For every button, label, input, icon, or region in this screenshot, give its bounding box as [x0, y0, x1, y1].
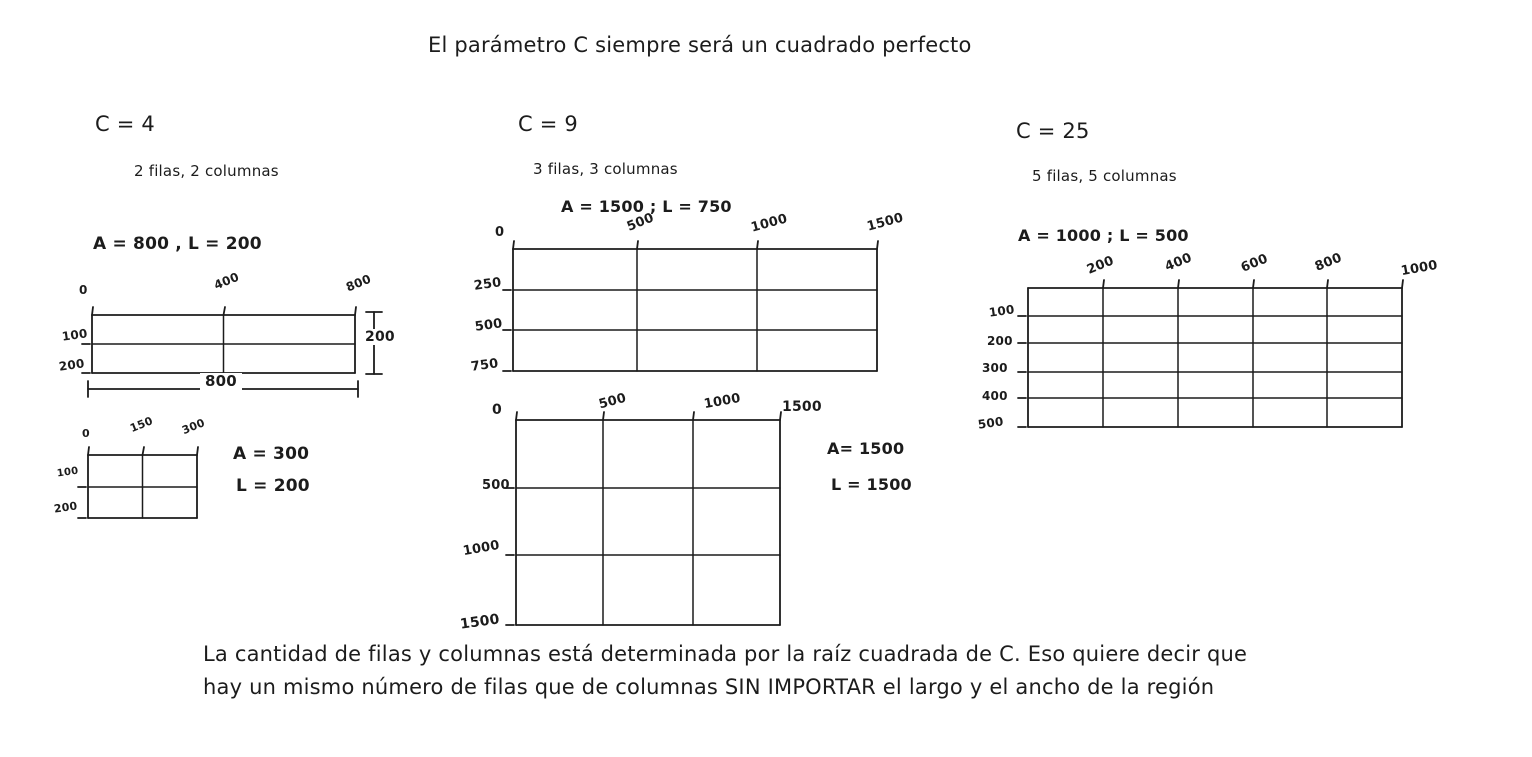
c4-g2-xtick-150: 150: [128, 414, 155, 435]
c9-g2-xtick-1000: 1000: [702, 390, 742, 413]
c25-ytick-100: 100: [988, 302, 1016, 320]
c4-height-dimension-label: 200: [360, 329, 400, 345]
c4-g1-xtick-400: 400: [211, 269, 242, 293]
c25-ytick-500: 500: [977, 414, 1005, 432]
caption-line-2: hay un mismo número de filas que de columnas SIN IMPORTAR el largo y el ancho de la región: [203, 675, 1215, 699]
c9-square-grid: [504, 408, 796, 640]
c9-g2-length-label: L = 1500: [831, 475, 912, 494]
c25-grid: [1016, 276, 1418, 441]
c25-xtick-1000: 1000: [1399, 257, 1439, 280]
c4-g2-area-label: A = 300: [233, 444, 310, 464]
c9-g1-xtick-0: 0: [495, 225, 505, 240]
c4-g1-ytick-100: 100: [61, 326, 89, 344]
c25-ytick-200: 200: [987, 334, 1013, 348]
c9-g1-xtick-1500: 1500: [865, 210, 906, 235]
c4-g2-xtick-300: 300: [180, 416, 207, 437]
c25-ytick-300: 300: [982, 361, 1008, 375]
c4-g1-xtick-0: 0: [79, 283, 88, 297]
caption-line-1: La cantidad de filas y columnas está determinada por la raíz cuadrada de C. Eso quiere decir que: [203, 642, 1248, 666]
c9-g1-ytick-500: 500: [473, 316, 504, 335]
c9-g1-ytick-250: 250: [472, 275, 503, 294]
c4-g2-xtick-0: 0: [82, 427, 90, 440]
c9-g2-xtick-500: 500: [597, 390, 628, 413]
c9-g2-ytick-1000: 1000: [461, 537, 501, 560]
c4-heading: C = 4: [95, 112, 155, 136]
c4-g2-ytick-200: 200: [53, 499, 79, 516]
c9-subheading: 3 filas, 3 columnas: [533, 160, 678, 178]
c9-heading: C = 9: [518, 112, 578, 136]
c9-g2-xtick-1500: 1500: [782, 399, 822, 415]
c25-xtick-200: 200: [1084, 253, 1117, 278]
c4-g2-length-label: L = 200: [236, 476, 310, 496]
c9-g2-area-label: A= 1500: [827, 439, 905, 458]
c4-small-grid: [76, 443, 216, 533]
c9-wide-grid: [501, 237, 893, 385]
diagram-title: El parámetro C siempre será un cuadrado perfecto: [428, 33, 972, 57]
c25-ytick-400: 400: [982, 389, 1008, 403]
c25-subheading: 5 filas, 5 columnas: [1032, 167, 1177, 185]
c25-params: A = 1000 ; L = 500: [1018, 226, 1189, 245]
c9-params: A = 1500 ; L = 750: [561, 197, 732, 216]
c4-g1-ytick-200: 200: [58, 356, 86, 374]
c4-params: A = 800 , L = 200: [93, 234, 262, 254]
c9-g2-ytick-1500: 1500: [459, 611, 501, 633]
c25-xtick-400: 400: [1162, 250, 1195, 275]
c4-g2-ytick-100: 100: [56, 465, 80, 480]
c9-g1-xtick-1000: 1000: [749, 211, 790, 236]
c25-xtick-800: 800: [1312, 250, 1345, 275]
c25-xtick-600: 600: [1238, 251, 1271, 276]
c9-g2-ytick-500: 500: [482, 478, 510, 493]
c4-g1-xtick-800: 800: [343, 271, 374, 295]
c25-heading: C = 25: [1016, 119, 1090, 143]
c9-g1-xtick-500: 500: [624, 210, 657, 235]
c4-subheading: 2 filas, 2 columnas: [134, 162, 279, 180]
c9-g2-xtick-0: 0: [492, 402, 502, 418]
c9-g1-ytick-750: 750: [469, 356, 500, 375]
c4-width-dimension-label: 800: [200, 373, 242, 390]
